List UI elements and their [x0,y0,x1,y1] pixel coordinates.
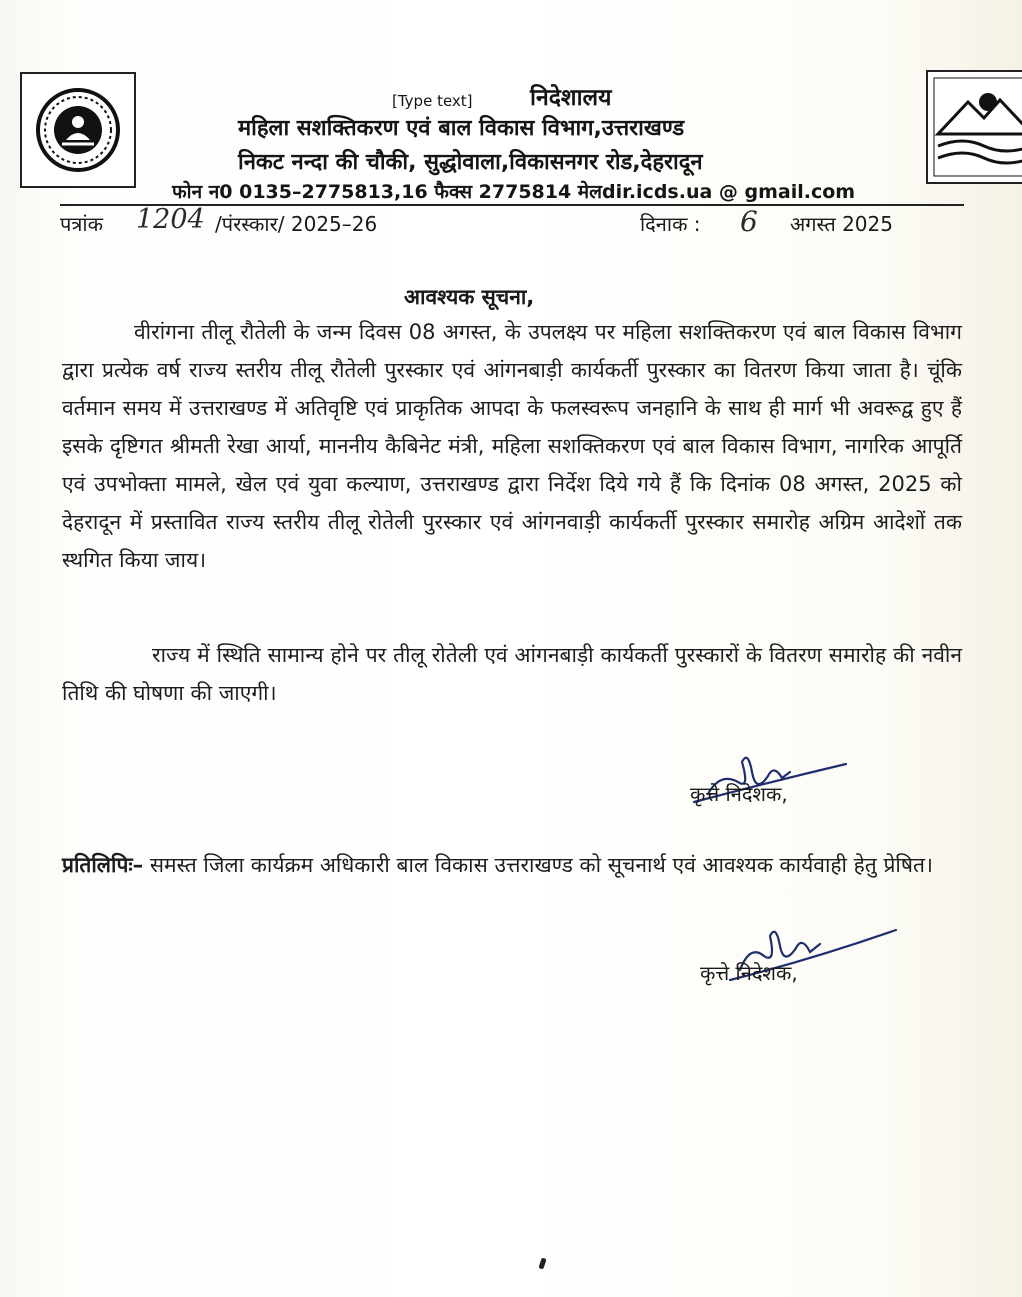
copy-label: प्रतिलिपिः– [62,853,144,877]
copy-text: समस्त जिला कार्यक्रम अधिकारी बाल विकास उत्तराखण्ड को सूचनार्थ एवं आवश्यक कार्यवाही हेतु प्रेषित। [143,853,933,877]
signature-designation-2: कृत्ते निदेशक, [700,961,798,985]
notice-title: आवश्यक सूचना, [404,285,535,309]
paper-speck [538,1257,546,1269]
uttarakhand-emblem-logo [926,70,1022,184]
copy-to-section [62,846,962,884]
reference-number: 1204 [136,204,205,235]
contact-line: फोन न0 0135–2775813,16 फैक्स 2775814 मेलdir.icds.ua @ gmail.com [172,181,856,203]
reference-suffix: /पंरस्कार/ 2025–26 [215,212,378,236]
office-address: निकट नन्दा की चौकी, सुद्धोवाला,विकासनगर रोड,देहरादून [238,150,703,175]
date-day: 6 [740,205,758,238]
date-month-year: अगस्त 2025 [790,212,893,236]
department-name: महिला सशक्तिकरण एवं बाल विकास विभाग,उत्तराखण्ड [238,116,685,141]
reference-label: पत्रांक [60,212,103,236]
notice-paragraph-2: राज्य में स्थिति सामान्य होने पर तीलू रोतेली एवं आंगनबाड़ी कार्यकर्ती पुरस्कारों के वितरण समारोह की नवीन तिथि की घोषणा की जाएगी। [62,643,962,705]
department-emblem-logo [20,72,136,188]
type-text-placeholder: [Type text] [392,92,473,110]
directorate-title: निदेशालय [530,85,612,111]
signature-designation-1: कृत्ते निदेशक, [690,782,788,806]
notice-paragraph-1: वीरांगना तीलू रौतेली के जन्म दिवस 08 अगस्त, के उपलक्ष्य पर महिला सशक्तिकरण एवं बाल विकास विभाग द्वारा प्रत्येक वर्ष राज्य स्तरीय तीलू रौतेली पुरस्कार एवं आंगनबाड़ी कार्यकर्ती पुरस्कार का वितरण किया जाता है। चूंकि वर्तमान समय में उत्तराखण्ड में अतिवृष्टि एवं प्राकृतिक आपदा के फलस्वरूप जनहानि के साथ ही मार्ग भी अवरूद्व हुए हैं इसके दृष्टिगत श्रीमती रेखा आर्या, माननीय कैबिनेट मंत्री, महिला सशक्तिकरण एवं बाल विकास विभाग, नागरिक आपूर्ति एवं उपभोक्ता मामले, खेल एवं युवा कल्याण, उत्तराखण्ड द्वारा निर्देश दिये गये हैं कि दिनांक 08 अगस्त, 2025 को देहरादून में प्रस्तावित राज्य स्तरीय तीलू रोतेली पुरस्कार एवं आंगनवाड़ी कार्यकर्ती पुरस्कार समारोह अग्रिम आदेशों तक स्थगित किया जाय। [62,320,962,572]
date-label: दिनाक : [640,212,701,236]
